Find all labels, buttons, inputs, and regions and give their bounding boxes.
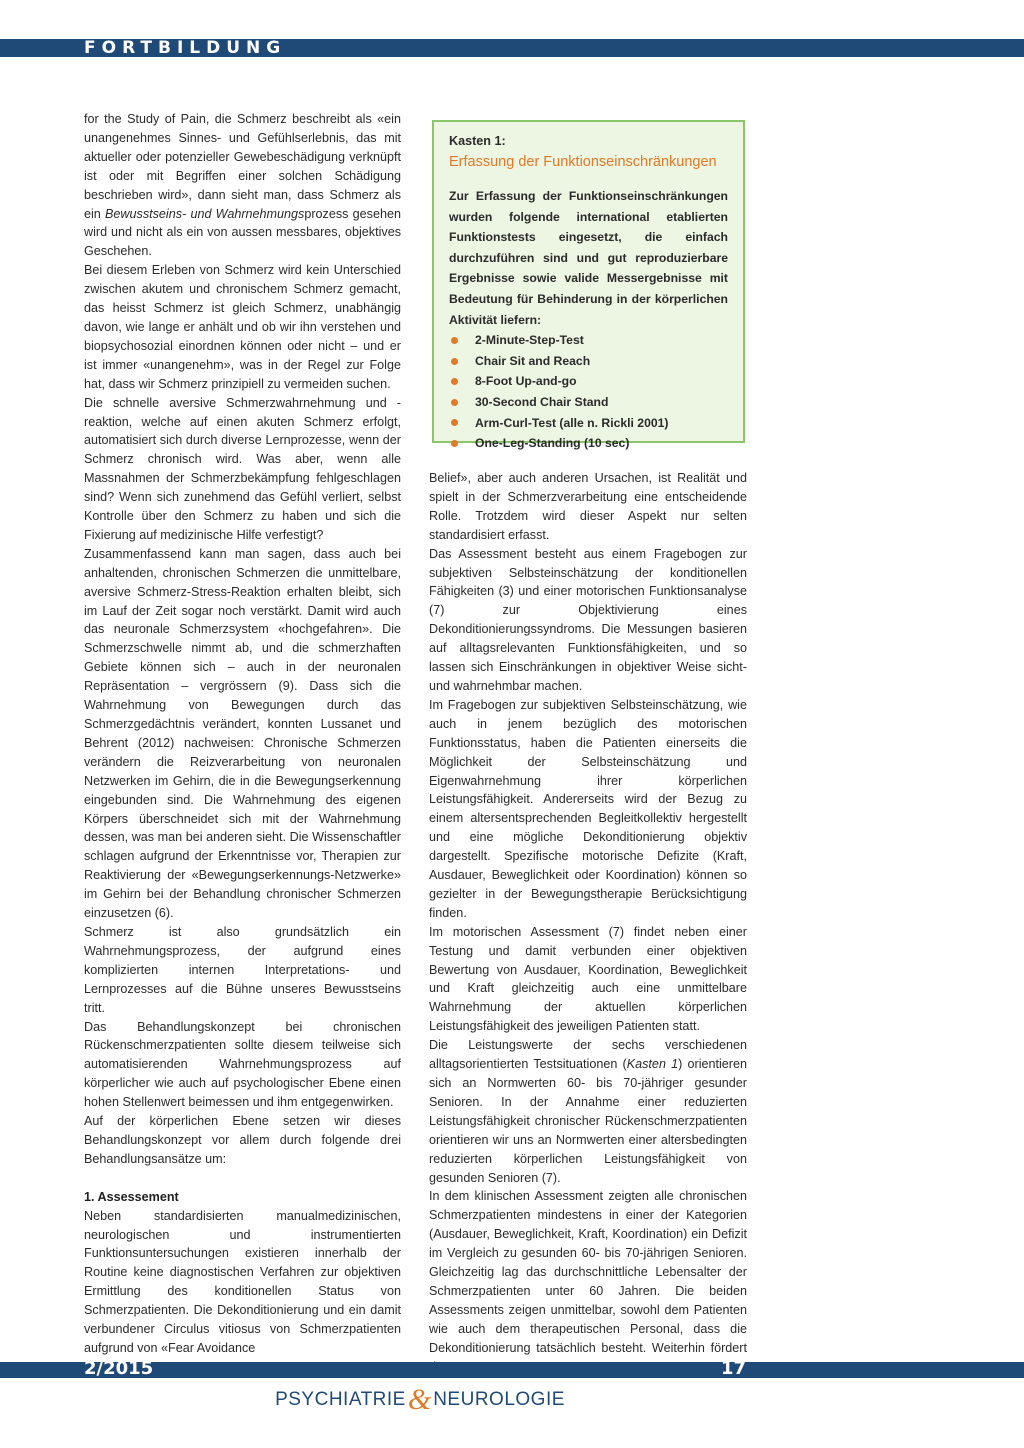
list-item: 2-Minute-Step-Test	[449, 330, 728, 351]
info-box	[432, 120, 745, 451]
list-item: 30-Second Chair Stand	[449, 392, 728, 413]
paragraph: Das Behandlungskonzept bei chronischen Rückenschmerzpatienten sollte diesem teilweise sich automatisierenden Wahrnehmungsprozess auf körperlicher wie auch auf psychologischer Ebene einen hohen Stellenwert beimessen und ihm entgegenwirken.	[84, 1019, 401, 1110]
box-kicker: Kasten 1:	[449, 134, 506, 148]
logo-ampersand: &	[407, 1383, 432, 1416]
paragraph: Schmerz ist also grundsätzlich ein Wahrnehmungsprozess, der aufgrund eines komplizierten internen Interpretations- und Lernprozesses auf die Bühne unseres Bewusstseins tritt.	[84, 924, 401, 1015]
test-list	[449, 330, 728, 454]
logo-word-neurologie: NEUROLOGIE	[433, 1389, 565, 1410]
section-heading: 1. Assessement	[84, 1189, 179, 1204]
journal-logo	[265, 1380, 575, 1420]
paragraph: Das Assessment besteht aus einem Fragebogen zur subjektiven Selbsteinschätzung der konditionellen Fähigkeiten (3) und einer motorischen Funktionsanalyse (7) zur Objektivierung eines Dekonditionierungssyndroms. Die Messungen basieren auf alltagsrelevanten Funktionsfähigkeiten, und so lassen sich Einschränkungen in objektiver Weise sicht- und wahrnehmbar machen.	[429, 546, 747, 693]
issue-number: 2/2015	[84, 1358, 154, 1379]
list-item: 8-Foot Up-and-go	[449, 371, 728, 392]
paragraph: Die schnelle aversive Schmerzwahrnehmung und -reaktion, welche auf einen akuten Schmerz erfolgt, automatisiert sich durch diverse Lernprozesse, wenn der Schmerz chronisch wird. Was aber, wenn alle Massnahmen der Schmerzbekämpfung fehlgeschlagen sind? Wenn sich zunehmend das Gefühl verliert, selbst Kontrolle über den Schmerz zu haben und sich die Fixierung auf medizinische Hilfe verfestigt?	[84, 395, 401, 542]
section-label: FORTBILDUNG	[84, 38, 287, 58]
paragraph: Zusammenfassend kann man sagen, dass auch bei anhaltenden, chronischen Schmerzen die unmittelbare, aversive Schmerz-Stress-Reaktion erhalten bleibt, sich im Lauf der Zeit sogar noch verstärkt. Damit wird auch das neuronale Schmerzsystem «hochgefahren». Die Schmerzschwelle nimmt ab, und die schmerzhaften Gebiete können sich – auch in der neuronalen Repräsentation – vergrössern (9). Dass sich die Wahrnehmung von Bewegungen durch das Schmerzgedächtnis verändert, konnten Lussanet und Behrent (2012) nachweisen: Chronische Schmerzen verändern die Reizverarbeitung von neuronalen Netzwerken im Gehirn, die in die Bewegungserkennung eingebunden sind. Die Wahrnehmung des eigenen Körpers überschneidet sich mit der Wahrnehmung dessen, was man bei anderen sieht. Die Wissenschaftler schlagen aufgrund der Erkenntnisse vor, Therapien zur Reaktivierung der «Bewegungserkennungs-Netzwerke» im Gehirn bei der Behandlung chronischer Schmerzen einzusetzen (6).	[84, 546, 401, 921]
bullet-icon	[451, 399, 458, 406]
emphasis: Kasten 1	[626, 1057, 679, 1072]
paragraph: Belief», aber auch anderen Ursachen, ist Realität und spielt in der Schmerzverarbeitung eine entscheidende Rolle. Trotzdem wird dieser Aspekt nur selten standardisiert erfasst.	[429, 471, 747, 542]
list-item: Arm-Curl-Test (alle n. Rickli 2001)	[449, 413, 728, 434]
bullet-icon	[451, 337, 458, 344]
paragraph: Im Fragebogen zur subjektiven Selbsteinschätzung, wie auch in jenem bezüglich des motorischen Funktionsstatus, haben die Patienten einerseits die Möglichkeit der Selbsteinschätzung und Eigenwahrnehmung ihrer körperlichen Leistungsfähigkeit. Andererseits wird der Bezug zu einem altersentsprechenden Begleitkollektiv hergestellt und eine mögliche Dekonditionierung objektiv dargestellt. Spezifische motorische Defizite (Kraft, Ausdauer, Beweglichkeit oder Koordination) können so gezielter in der Bewegungstherapie Berücksichtigung finden.	[429, 697, 747, 920]
paragraph: Die Leistungswerte der sechs verschiedenen alltagsorientierten Testsituationen (Kasten 1) orientieren sich an Normwerten 60- bis 70-jähriger gesunder Senioren. In der Annahme einer reduzierten Leistungsfähigkeit chronischer Rückenschmerzpatienten orientieren wir uns an Normwerten einer altersbedingten reduzierten körperlichen Leistungsfähigkeit von gesunden Senioren (7).	[429, 1038, 747, 1185]
page-number: 17	[720, 1358, 746, 1379]
paragraph: Neben standardisierten manualmedizinischen, neurologischen und instrumentierten Funktionsuntersuchungen existieren innerhalb der Routine keine diagnostischen Verfahren zur objektiven Ermittlung des konditionellen Status von Schmerzpatienten. Die Dekonditionierung und ein damit verbundener Circulus vitiosus von Schmerzpatienten aufgrund von «Fear Avoidance	[84, 1208, 401, 1355]
box-intro: Zur Erfassung der Funktionseinschränkungen wurden folgende international etablierten Funktionstests eingesetzt, die einfach durchzuführen sind und gut reproduzierbare Ergebnisse sowie valide Messergebnisse mit Bedeutung für Behinderung in der körperlichen Aktivität liefern:	[449, 189, 728, 327]
paragraph: Im motorischen Assessment (7) findet neben einer Testung und damit verbunden einer objektiven Bewertung von Ausdauer, Koordination, Beweglichkeit und Kraft gleichzeitig auch eine unmittelbare Wahrnehmung der aktuellen körperlichen Leistungsfähigkeit des jeweiligen Patienten statt.	[429, 924, 747, 1034]
text-column-right	[429, 469, 747, 1377]
paragraph: Bei diesem Erleben von Schmerz wird kein Unterschied zwischen akutem und chronischem Schmerz gemacht, das heisst Schmerz ist gleich Schmerz, unabhängig davon, wie lange er anhält und ob wir ihn verstehen und biopsychosozial einordnen können oder nicht – und er ist immer «unangenehm», was in der Regel zur Folge hat, dass wir Schmerz prinzipiell zu vermeiden suchen.	[84, 263, 401, 391]
bullet-icon	[451, 440, 458, 447]
emphasis: Bewusstseins- und Wahrnehmungs	[105, 206, 305, 221]
bullet-icon	[451, 378, 458, 385]
list-item: Chair Sit and Reach	[449, 351, 728, 372]
list-item: One-Leg-Standing (10 sec)	[449, 433, 728, 454]
paragraph: Auf der körperlichen Ebene setzen wir dieses Behandlungskonzept vor allem durch folgende drei Behandlungsansätze um:	[84, 1114, 401, 1166]
text-column-left	[84, 110, 401, 1358]
bullet-icon	[451, 358, 458, 365]
paragraph: for the Study of Pain, die Schmerz beschreibt als «ein unangenehmes Sinnes- und Gefühlserlebnis, das mit aktueller oder potenzieller Gewebeschädigung verknüpft ist oder mit Begriffen einer solchen Schädigung beschrieben wird», dann sieht man, dass Schmerz als ein Bewusstseins- und Wahrnehmungsprozess gesehen wird und nicht als ein von aussen messbares, objektives Geschehen.	[84, 112, 401, 259]
logo-word-psychiatrie: PSYCHIATRIE	[275, 1389, 406, 1410]
bullet-icon	[451, 419, 458, 426]
paragraph: In dem klinischen Assessment zeigten alle chronischen Schmerzpatienten mindestens in einer der Kategorien (Ausdauer, Beweglichkeit, Kraft, Koordination) ein Defizit im Vergleich zu gesunden 60- bis 70-jährigen Senioren. Gleichzeitig lag das durchschnittliche Lebensalter der Schmerzpatienten unter 60 Jahren. Die beiden Assessments zeigen unmittelbar, sowohl dem Patienten wie auch dem therapeutischen Personal, dass die Dekonditionierung tatsächlich besteht. Weiterhin fördert	[429, 1189, 747, 1355]
box-title: Erfassung der Funktionseinschränkungen	[449, 154, 717, 170]
footer-bar	[0, 1362, 1024, 1378]
